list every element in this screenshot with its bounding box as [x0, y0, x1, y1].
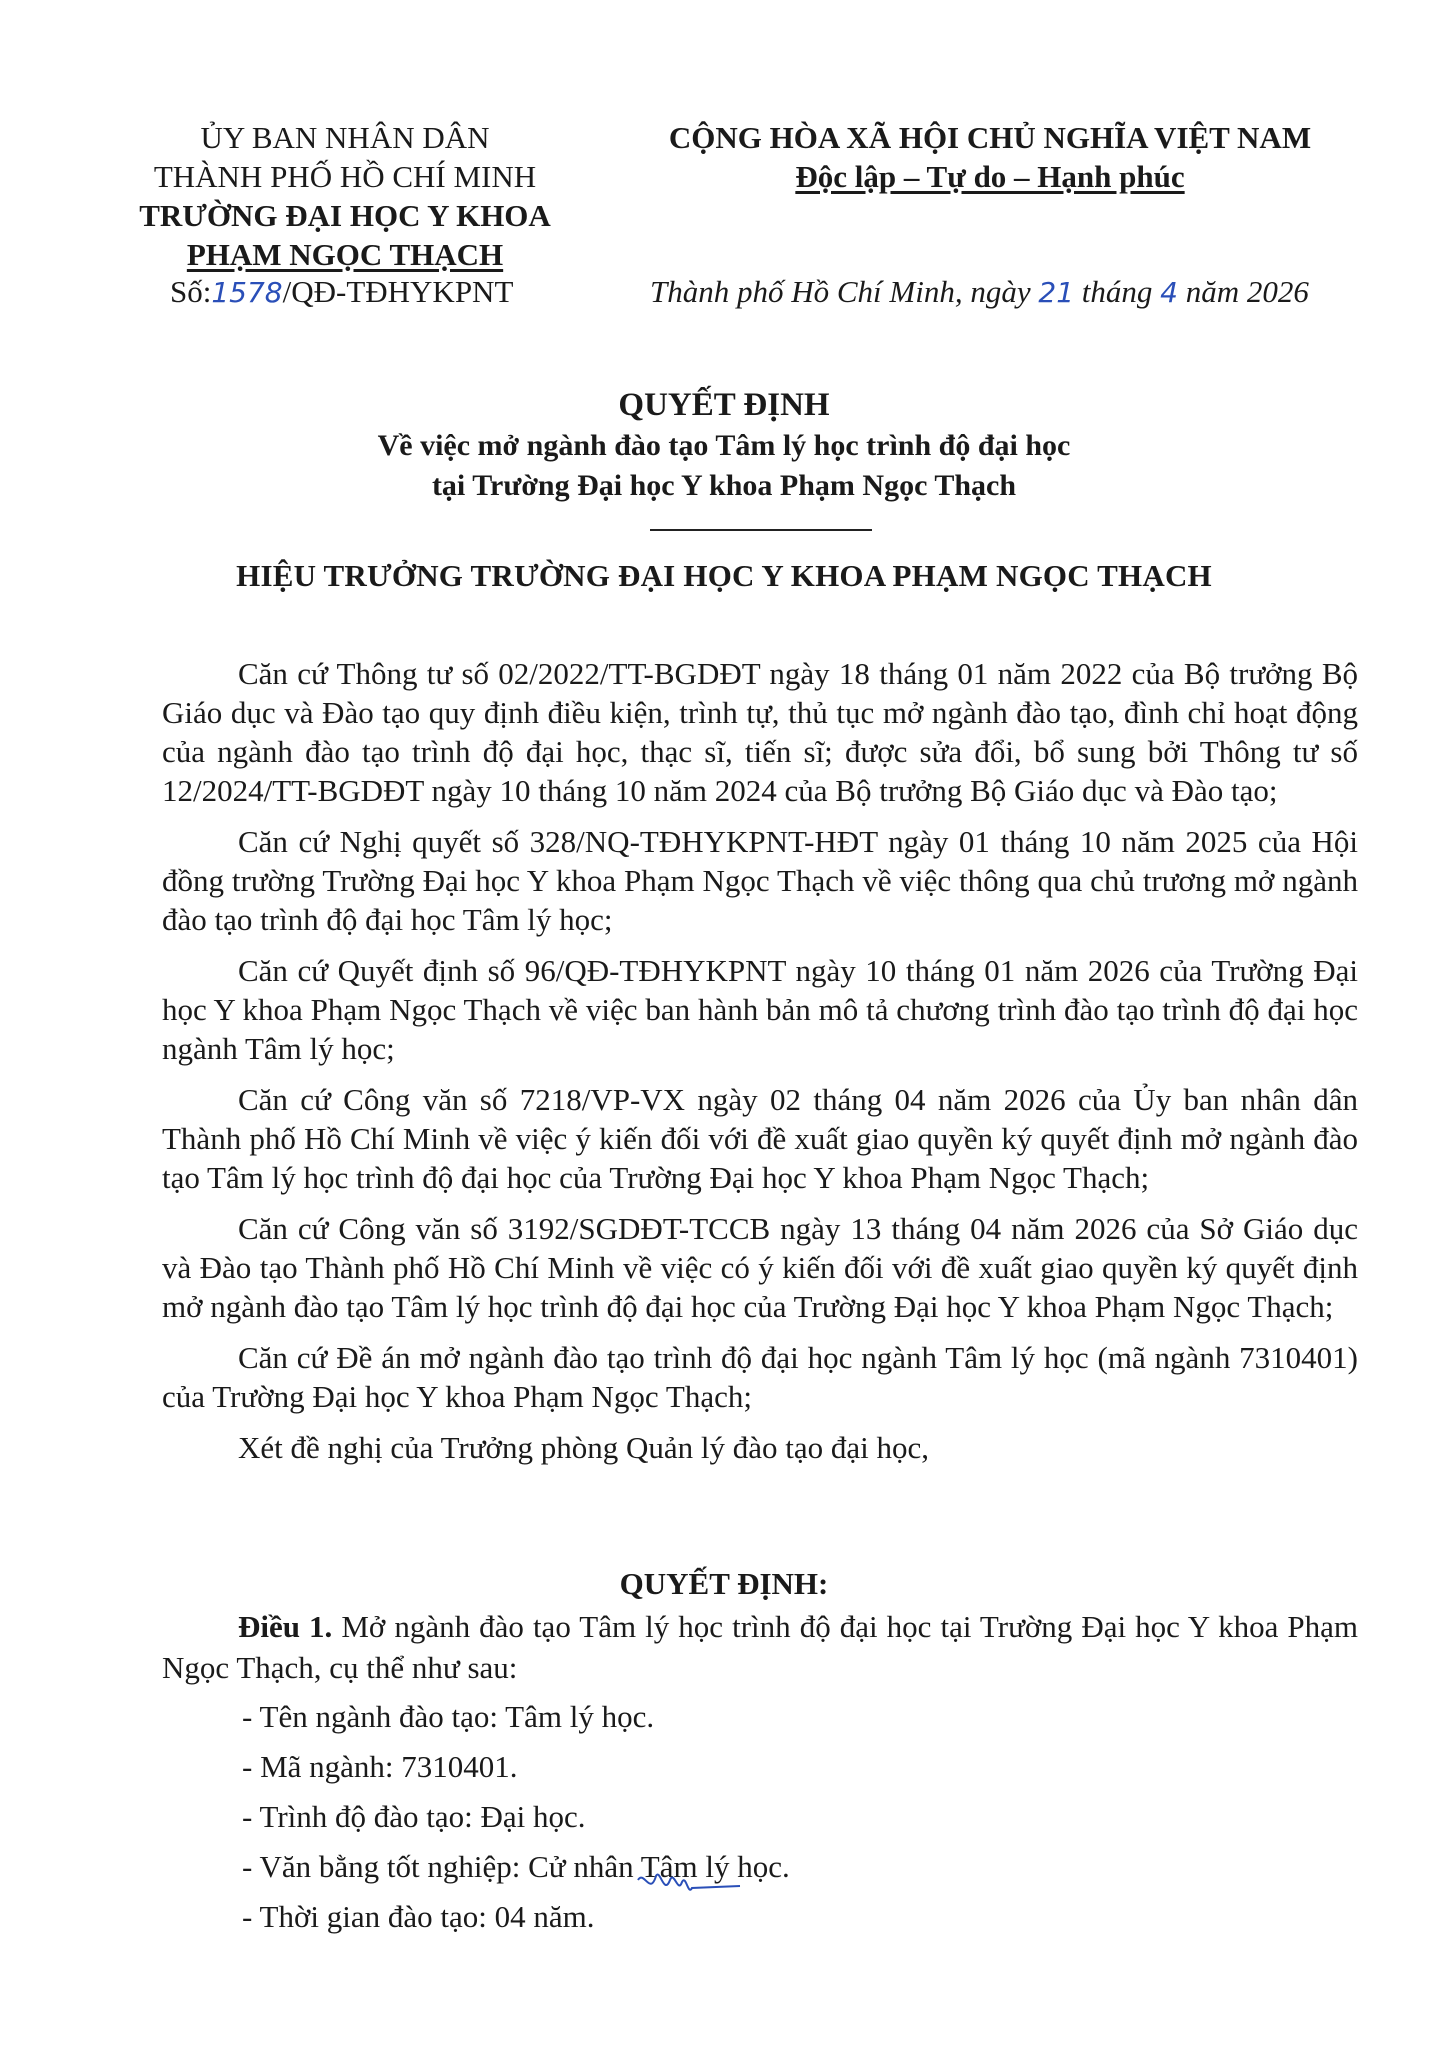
- number-prefix: Số:: [170, 274, 212, 309]
- agency-line-1: ỦY BAN NHÂN DÂN: [200, 120, 490, 155]
- list-item: - Văn bằng tốt nghiệp: Cử nhân Tâm lý học.: [242, 1849, 790, 1884]
- legal-basis: Căn cứ Đề án mở ngành đào tạo trình độ đại học ngành Tâm lý học (mã ngành 7310401) của Trường Đại học Y khoa Phạm Ngọc Thạch;: [162, 1340, 1358, 1414]
- legal-basis: Căn cứ Công văn số 3192/SGDĐT-TCCB ngày 13 tháng 04 năm 2026 của Sở Giáo dục và Đào tạo Thành phố Hồ Chí Minh về việc có ý kiến đối với đề xuất giao quyền ký quyết định mở ngành đào tạo Tâm lý học trình độ đại học của Trường Đại học Y khoa Phạm Ngọc Thạch;: [162, 1211, 1358, 1324]
- number-suffix: /QĐ-TĐHYKPNT: [282, 274, 514, 309]
- agency-line-3: TRƯỜNG ĐẠI HỌC Y KHOA: [139, 198, 551, 233]
- decision-heading: QUYẾT ĐỊNH:: [619, 1566, 829, 1601]
- agency-line-4: PHẠM NGỌC THẠCH: [186, 237, 504, 272]
- year-label: năm 2026: [1177, 274, 1309, 309]
- program-details-list: [162, 1696, 1358, 1937]
- month-label: tháng: [1074, 274, 1161, 309]
- decision-subject-line-1: Về việc mở ngành đào tạo Tâm lý học trình độ đại học: [377, 429, 1071, 462]
- national-motto: Độc lập – Tự do – Hạnh phúc: [795, 159, 1185, 194]
- country-name: CỘNG HÒA XÃ HỘI CHỦ NGHĨA VIỆT NAM: [668, 120, 1312, 155]
- proposal-basis: Xét đề nghị của Trưởng phòng Quản lý đào tạo đại học,: [238, 1430, 929, 1465]
- legal-basis: Căn cứ Thông tư số 02/2022/TT-BGDĐT ngày 18 tháng 01 năm 2022 của Bộ trưởng Bộ Giáo dục và Đào tạo quy định điều kiện, trình tự, thủ tục mở ngành đào tạo, đình chỉ hoạt động của ngành đào tạo trình độ đại học, thạc sĩ, tiến sĩ; được sửa đổi, bổ sung bởi Thông tư số 12/2024/TT-BGDĐT ngày 10 tháng 10 năm 2024 của Bộ trưởng Bộ Giáo dục và Đào tạo;: [162, 656, 1358, 808]
- list-item: - Mã ngành: 7310401.: [242, 1749, 518, 1784]
- decision-title-block: [200, 384, 1248, 506]
- date-prefix: Thành phố Hồ Chí Minh, ngày: [650, 274, 1039, 309]
- title-divider: [650, 529, 872, 531]
- list-item: - Trình độ đào tạo: Đại học.: [242, 1799, 586, 1834]
- legal-basis: Căn cứ Quyết định số 96/QĐ-TĐHYKPNT ngày 10 tháng 01 năm 2026 của Trường Đại học Y khoa Phạm Ngọc Thạch về việc ban hành bản mô tả chương trình đào tạo trình độ đại học ngành Tâm lý học;: [162, 953, 1358, 1066]
- document-number: [170, 274, 513, 310]
- issuing-agency-header: [110, 118, 580, 274]
- agency-line-2: THÀNH PHỐ HỒ CHÍ MINH: [153, 159, 537, 194]
- article-1-intro: [162, 1606, 1358, 1688]
- legal-basis: Căn cứ Nghị quyết số 328/NQ-TĐHYKPNT-HĐT ngày 01 tháng 10 năm 2025 của Hội đồng trường Trường Đại học Y khoa Phạm Ngọc Thạch về việc thông qua chủ trương mở ngành đào tạo trình độ đại học Tâm lý học;: [162, 824, 1358, 937]
- decision-subject-line-2: tại Trường Đại học Y khoa Phạm Ngọc Thạch: [431, 469, 1017, 502]
- signing-authority: HIỆU TRƯỞNG TRƯỜNG ĐẠI HỌC Y KHOA PHẠM NGỌC THẠCH: [236, 558, 1212, 593]
- article-1: [162, 1606, 1358, 1946]
- issue-date: [650, 274, 1309, 310]
- handwritten-number: 1578: [211, 276, 283, 309]
- legal-basis: Căn cứ Công văn số 7218/VP-VX ngày 02 tháng 04 năm 2026 của Ủy ban nhân dân Thành phố Hồ Chí Minh về việc ý kiến đối với đề xuất giao quyền ký quyết định mở ngành đào tạo Tâm lý học trình độ đại học của Trường Đại học Y khoa Phạm Ngọc Thạch;: [162, 1082, 1358, 1195]
- initial-signature-mark: [634, 1866, 744, 1906]
- list-item: - Tên ngành đào tạo: Tâm lý học.: [242, 1699, 655, 1734]
- handwritten-month: 4: [1160, 276, 1178, 309]
- list-item: - Thời gian đào tạo: 04 năm.: [242, 1899, 595, 1934]
- article-1-text: Mở ngành đào tạo Tâm lý học trình độ đại học tại Trường Đại học Y khoa Phạm Ngọc Thạch, cụ thể như sau:: [162, 1609, 1358, 1685]
- handwritten-day: 21: [1038, 276, 1075, 309]
- decision-title: QUYẾT ĐỊNH: [618, 387, 830, 423]
- legal-bases: [162, 654, 1358, 1479]
- article-1-label: Điều 1.: [238, 1609, 333, 1644]
- national-header: [620, 118, 1360, 196]
